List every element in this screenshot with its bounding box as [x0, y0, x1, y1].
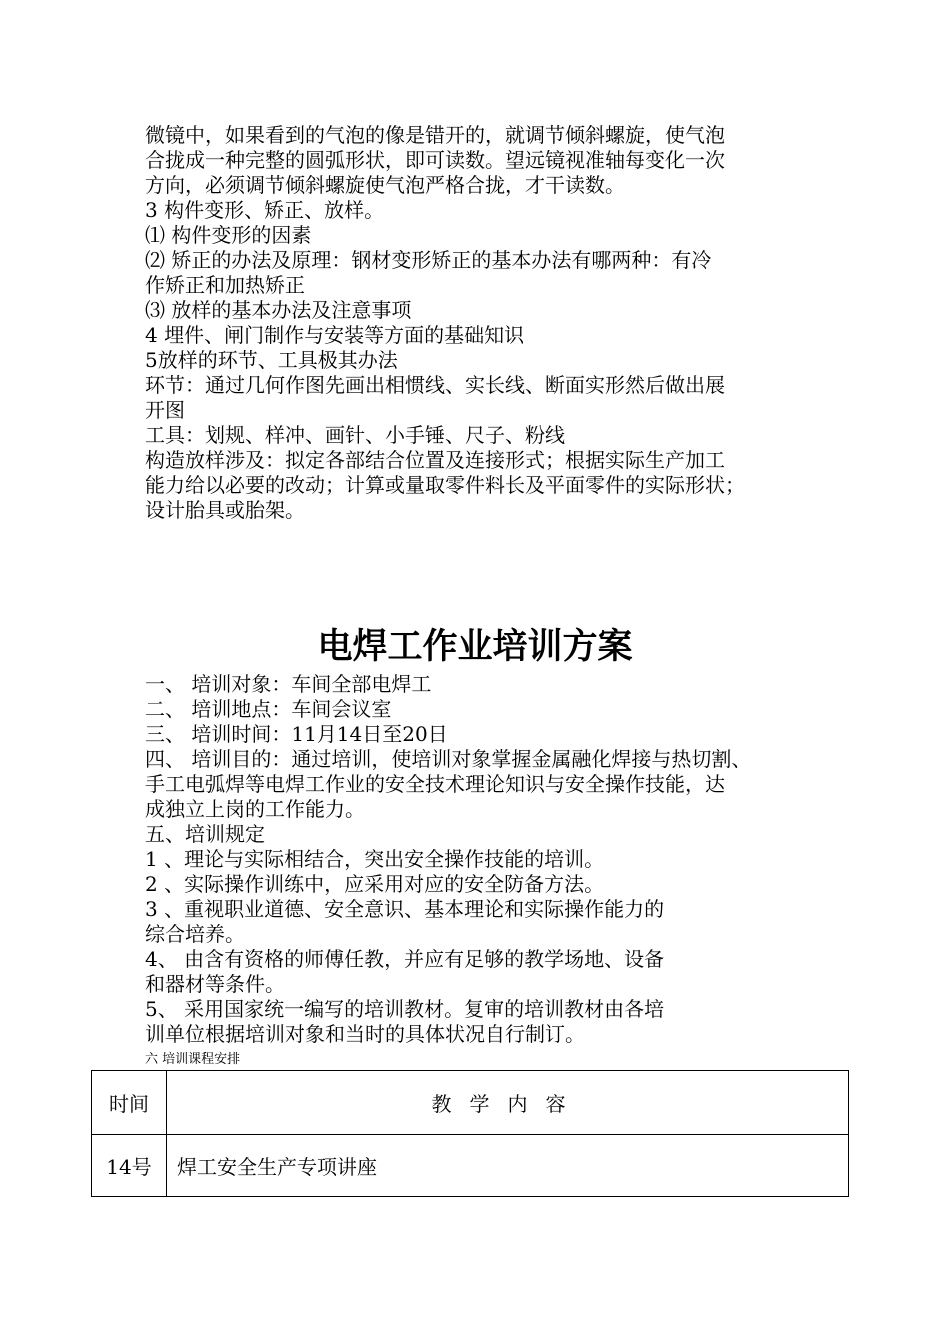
list-item: ⑶ 放样的基本办法及注意事项 — [145, 298, 412, 322]
header-time: 时间 — [92, 1071, 167, 1135]
paragraph-line: 方向，必须调节倾斜螺旋使气泡严格合拢，才干读数。 — [145, 173, 625, 197]
plan-line: 手工电弧焊等电焊工作业的安全技术理论知识与安全操作技能，达 — [145, 772, 725, 796]
section-heading: 3 构件变形、矫正、放样。 — [145, 198, 385, 222]
section-heading: 5放样的环节、工具极其办法 — [145, 348, 398, 372]
schedule-heading: 六 培训课程安排 — [145, 1052, 241, 1067]
plan-line: 和器材等条件。 — [145, 972, 285, 996]
table-header-row — [92, 1071, 849, 1135]
paragraph-line: 能力给以必要的改动；计算或量取零件料长及平面零件的实际形状； — [145, 473, 745, 497]
table-row — [92, 1135, 849, 1197]
list-item: ⑴ 构件变形的因素 — [145, 223, 312, 247]
paragraph-line: 开图 — [145, 398, 185, 422]
plan-line: 4、 由含有资格的师傅任教，并应有足够的教学场地、设备 — [145, 947, 665, 971]
plan-line: 5、 采用国家统一编写的培训教材。复审的培训教材由各培 — [145, 997, 665, 1021]
paragraph-line: 作矫正和加热矫正 — [145, 273, 305, 297]
schedule-table — [91, 1070, 849, 1197]
plan-line: 训单位根据培训对象和当时的具体状况自行制订。 — [145, 1022, 585, 1046]
plan-line: 一、 培训对象：车间全部电焊工 — [145, 672, 432, 696]
plan-line: 1 、理论与实际相结合，突出安全操作技能的培训。 — [145, 847, 605, 871]
plan-line: 3 、重视职业道德、安全意识、基本理论和实际操作能力的 — [145, 897, 665, 921]
plan-line: 二、 培训地点：车间会议室 — [145, 697, 392, 721]
paragraph-line: 微镜中，如果看到的气泡的像是错开的，就调节倾斜螺旋，使气泡 — [145, 123, 725, 147]
plan-line: 2 、实际操作训练中，应采用对应的安全防备方法。 — [145, 872, 605, 896]
paragraph-line: 构造放样涉及：拟定各部结合位置及连接形式；根据实际生产加工 — [145, 448, 725, 472]
paragraph-line: 工具：划规、样冲、画针、小手锤、尺子、粉线 — [145, 423, 565, 447]
paragraph-line: 设计胎具或胎架。 — [145, 498, 305, 522]
plan-line: 综合培养。 — [145, 922, 245, 946]
plan-line: 五、培训规定 — [145, 822, 265, 846]
section-heading: 4 埋件、闸门制作与安装等方面的基础知识 — [145, 323, 525, 347]
header-content: 教学内容 — [167, 1071, 849, 1135]
cell-time: 14号 — [92, 1135, 167, 1197]
document-title: 电焊工作业培训方案 — [317, 627, 633, 667]
list-item: ⑵ 矫正的办法及原理：钢材变形矫正的基本办法有哪两种：有冷 — [145, 248, 712, 272]
plan-line: 四、 培训目的：通过培训，使培训对象掌握金属融化焊接与热切割、 — [145, 747, 752, 771]
cell-content: 焊工安全生产专项讲座 — [167, 1135, 849, 1197]
plan-line: 成独立上岗的工作能力。 — [145, 797, 365, 821]
paragraph-line: 环节：通过几何作图先画出相惯线、实长线、断面实形然后做出展 — [145, 373, 725, 397]
paragraph-line: 合拢成一种完整的圆弧形状，即可读数。望远镜视准轴每变化一次 — [145, 148, 725, 172]
plan-line: 三、 培训时间：11月14日至20日 — [145, 722, 448, 746]
